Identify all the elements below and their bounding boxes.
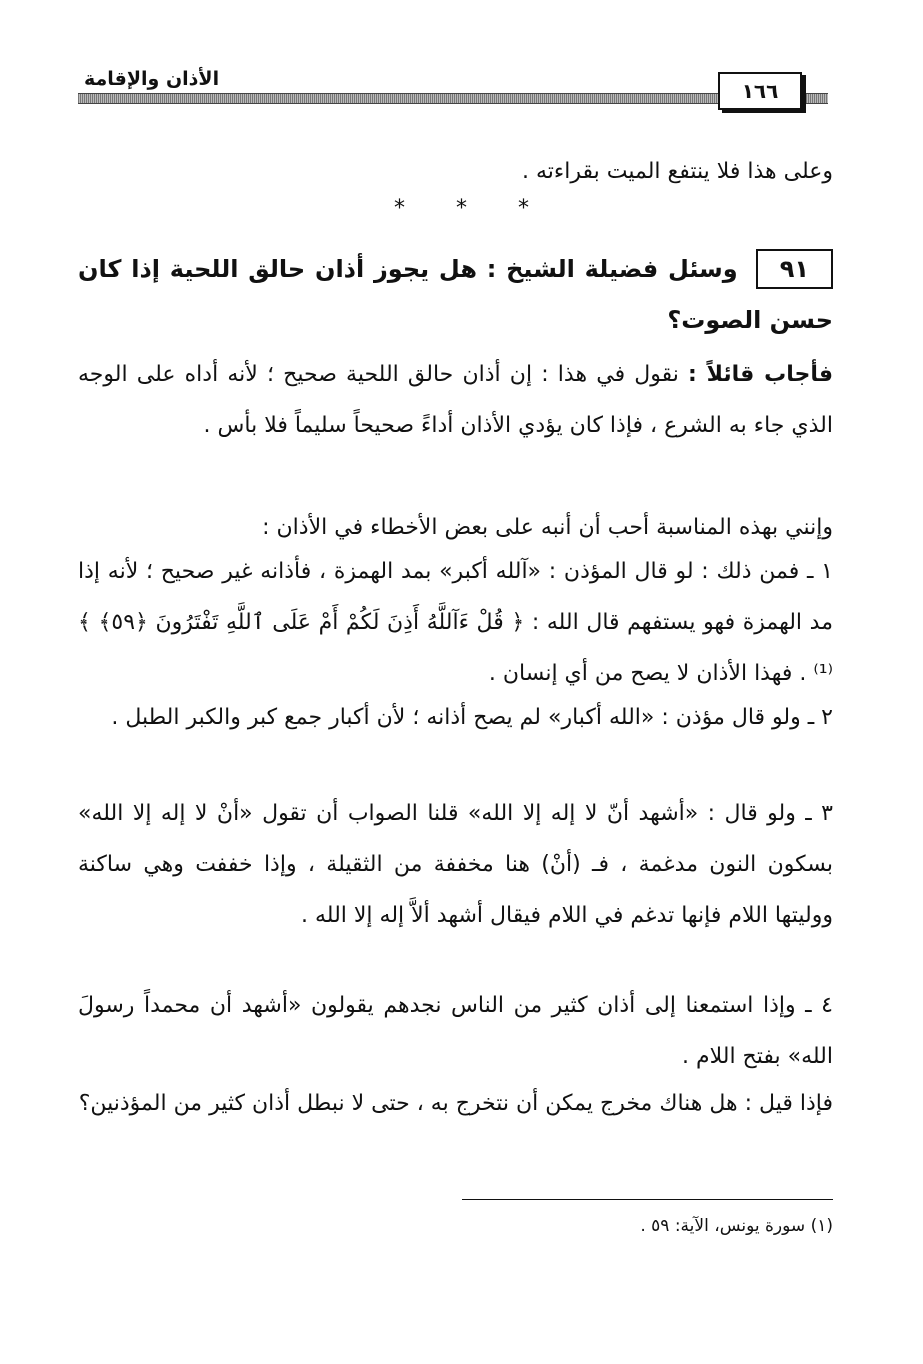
answer-text: نقول في هذا : إن أذان حالق اللحية صحيح ؛ لأنه أداه على الوجه الذي جاء به الشرع ، فإذا كان يؤدي الأذان أداءً صحيحاً سليماً فلا بأس .	[78, 362, 833, 438]
paragraph-point-3: ٣ ـ ولو قال : «أشهد أنّ لا إله إلا الله» قلنا الصواب أن تقول «أنْ لا إله إلا الله» بسكون النون مدغمة ، فـ (أنْ) هنا مخففة من الثقيلة ، وإذا خففت وهي ساكنة ووليتها اللام فإنها تدغم في اللام فيقال أشهد ألاَّ إله إلا الله .	[78, 801, 833, 928]
page-header	[78, 62, 828, 110]
answer-lead: فأجاب قائلاً :	[688, 362, 834, 387]
section-separator	[0, 196, 923, 221]
question-text: وسئل فضيلة الشيخ : هل يجوز أذان حالق اللحية إذا كان حسن الصوت؟	[78, 255, 833, 334]
question	[78, 244, 833, 346]
paragraph-closing-question: فإذا قيل : هل هناك مخرج يمكن أن نتخرج به ، حتى لا نبطل أذان كثير من المؤذنين؟	[78, 1091, 833, 1116]
page-number: ١٦٦	[718, 72, 802, 110]
separator-star: *	[518, 196, 529, 221]
footnote-rule	[462, 1199, 833, 1200]
separator-star: *	[456, 196, 467, 221]
paragraph-point-2: ٢ ـ ولو قال مؤذن : «الله أكبار» لم يصح أذانه ؛ لأن أكبار جمع كبر والكبر الطبل .	[111, 705, 833, 730]
answer	[78, 349, 833, 451]
paragraph-intro: وإنني بهذه المناسبة أحب أن أنبه على بعض الأخطاء في الأذان :	[262, 515, 833, 540]
paragraph-point-4: ٤ ـ وإذا استمعنا إلى أذان كثير من الناس نجدهم يقولون «أشهد أن محمداً رسولَ الله» بفتح اللام .	[78, 993, 833, 1069]
intro-line: وعلى هذا فلا ينتفع الميت بقراءته .	[521, 159, 833, 184]
paragraph-point-1: ١ ـ فمن ذلك : لو قال المؤذن : «آلله أكبر» بمد الهمزة ، فأذانه غير صحيح ؛ لأنه إذا مد الهمزة فهو يستفهم قال الله : ﴿ قُلْ ءَآللَّهُ أَذِنَ لَكُمْ أَمْ عَلَى ٱللَّهِ تَفْتَرُونَ ﴿٥٩﴾ ﴾⁽¹⁾ . فهذا الأذان لا يصح من أي إنسان .	[78, 559, 833, 686]
footnote: (١) سورة يونس، الآية: ٥٩ .	[640, 1216, 833, 1236]
separator-star: *	[394, 196, 405, 221]
running-title: الأذان والإقامة	[80, 68, 223, 90]
header-rule	[78, 93, 828, 104]
question-number: ٩١	[756, 249, 833, 289]
